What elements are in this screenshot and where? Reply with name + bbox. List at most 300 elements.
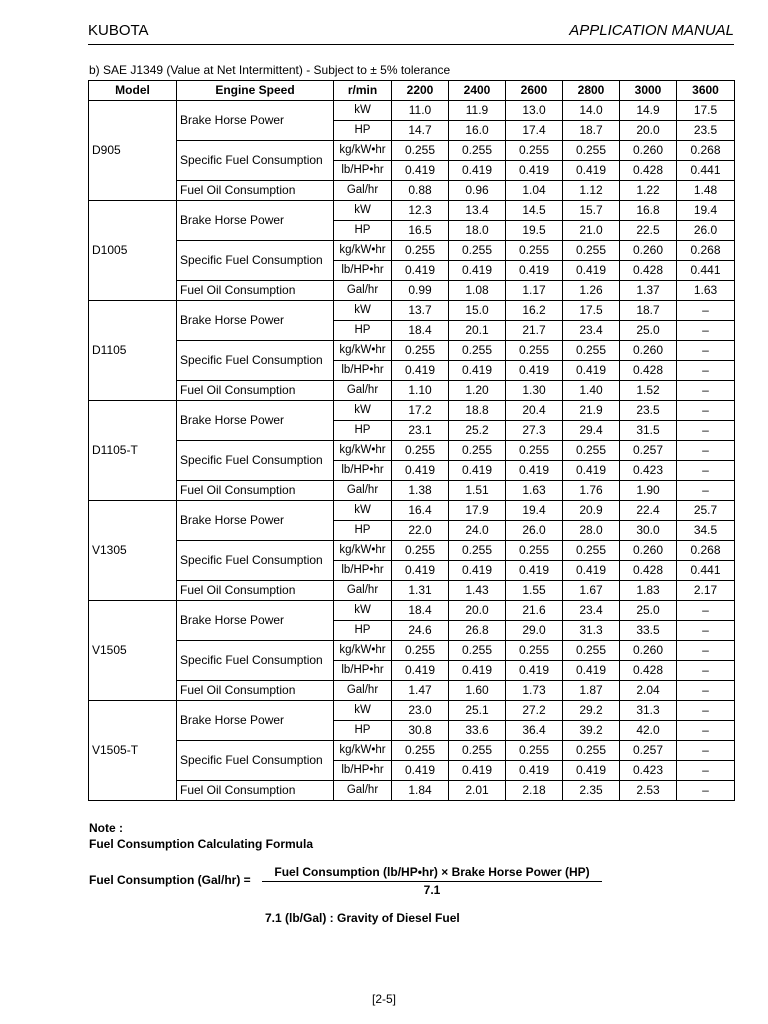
value-cell: 0.419 bbox=[392, 161, 449, 181]
unit-cell: HP bbox=[334, 621, 392, 641]
value-cell: 34.5 bbox=[677, 521, 735, 541]
table-row bbox=[89, 441, 735, 461]
table-row bbox=[89, 541, 735, 561]
parameter-label: Fuel Oil Consumption bbox=[177, 481, 334, 501]
value-cell: 0.419 bbox=[449, 261, 506, 281]
value-cell: 16.5 bbox=[392, 221, 449, 241]
unit-cell: Gal/hr bbox=[334, 181, 392, 201]
table-body bbox=[89, 101, 735, 801]
model-cell: V1505 bbox=[89, 601, 177, 701]
model-cell: D1005 bbox=[89, 201, 177, 301]
unit-cell: HP bbox=[334, 321, 392, 341]
table-row bbox=[89, 401, 735, 421]
formula-denominator: 7.1 bbox=[423, 883, 441, 897]
value-cell: 14.9 bbox=[620, 101, 677, 121]
value-cell: 24.0 bbox=[449, 521, 506, 541]
parameter-label: Specific Fuel Consumption bbox=[177, 241, 334, 281]
value-cell: 0.260 bbox=[620, 641, 677, 661]
value-cell: 0.419 bbox=[563, 761, 620, 781]
unit-cell: HP bbox=[334, 221, 392, 241]
parameter-label: Brake Horse Power bbox=[177, 401, 334, 441]
value-cell: 13.4 bbox=[449, 201, 506, 221]
value-cell: 0.255 bbox=[392, 741, 449, 761]
unit-cell: Gal/hr bbox=[334, 281, 392, 301]
value-cell: 0.441 bbox=[677, 561, 735, 581]
unit-cell: lb/HP•hr bbox=[334, 761, 392, 781]
parameter-label: Brake Horse Power bbox=[177, 501, 334, 541]
value-cell: 0.419 bbox=[563, 261, 620, 281]
value-cell: 0.268 bbox=[677, 241, 735, 261]
value-cell: 29.2 bbox=[563, 701, 620, 721]
value-cell: 16.0 bbox=[449, 121, 506, 141]
value-cell: 0.268 bbox=[677, 541, 735, 561]
value-cell: 20.0 bbox=[620, 121, 677, 141]
parameter-label: Specific Fuel Consumption bbox=[177, 341, 334, 381]
value-cell: 1.63 bbox=[677, 281, 735, 301]
value-cell: – bbox=[677, 341, 735, 361]
model-cell: D905 bbox=[89, 101, 177, 201]
header-cell-speed: 3000 bbox=[620, 81, 677, 101]
value-cell: 1.84 bbox=[392, 781, 449, 801]
value-cell: 1.55 bbox=[506, 581, 563, 601]
parameter-label: Specific Fuel Consumption bbox=[177, 541, 334, 581]
value-cell: 17.9 bbox=[449, 501, 506, 521]
value-cell: 0.419 bbox=[506, 561, 563, 581]
unit-cell: lb/HP•hr bbox=[334, 661, 392, 681]
value-cell: 31.3 bbox=[563, 621, 620, 641]
value-cell: 0.255 bbox=[563, 341, 620, 361]
value-cell: 21.9 bbox=[563, 401, 620, 421]
value-cell: 0.419 bbox=[392, 261, 449, 281]
value-cell: 1.60 bbox=[449, 681, 506, 701]
note-title: Fuel Consumption Calculating Formula bbox=[89, 837, 314, 851]
value-cell: 23.1 bbox=[392, 421, 449, 441]
value-cell: 24.6 bbox=[392, 621, 449, 641]
value-cell: 2.53 bbox=[620, 781, 677, 801]
value-cell: 25.1 bbox=[449, 701, 506, 721]
value-cell: 0.419 bbox=[506, 261, 563, 281]
table-row bbox=[89, 581, 735, 601]
value-cell: 1.52 bbox=[620, 381, 677, 401]
parameter-label: Fuel Oil Consumption bbox=[177, 281, 334, 301]
table-header-row bbox=[89, 81, 735, 101]
value-cell: 18.7 bbox=[620, 301, 677, 321]
table-row bbox=[89, 181, 735, 201]
value-cell: 0.419 bbox=[506, 361, 563, 381]
value-cell: 27.2 bbox=[506, 701, 563, 721]
value-cell: 17.5 bbox=[563, 301, 620, 321]
value-cell: 0.419 bbox=[392, 761, 449, 781]
unit-cell: Gal/hr bbox=[334, 381, 392, 401]
value-cell: 16.4 bbox=[392, 501, 449, 521]
table-row bbox=[89, 101, 735, 121]
value-cell: 31.3 bbox=[620, 701, 677, 721]
model-cell: V1305 bbox=[89, 501, 177, 601]
header-cell-speed: 2800 bbox=[563, 81, 620, 101]
formula-label: Fuel Consumption (Gal/hr) = bbox=[89, 873, 251, 887]
value-cell: 33.5 bbox=[620, 621, 677, 641]
parameter-label: Brake Horse Power bbox=[177, 301, 334, 341]
brand-name: KUBOTA bbox=[88, 22, 149, 39]
value-cell: 25.0 bbox=[620, 601, 677, 621]
value-cell: 0.260 bbox=[620, 541, 677, 561]
parameter-label: Fuel Oil Consumption bbox=[177, 781, 334, 801]
value-cell: – bbox=[677, 441, 735, 461]
value-cell: 20.0 bbox=[449, 601, 506, 621]
value-cell: 22.4 bbox=[620, 501, 677, 521]
value-cell: 16.8 bbox=[620, 201, 677, 221]
value-cell: 0.255 bbox=[506, 641, 563, 661]
value-cell: 0.419 bbox=[392, 661, 449, 681]
value-cell: 0.255 bbox=[506, 241, 563, 261]
value-cell: – bbox=[677, 401, 735, 421]
value-cell: 15.0 bbox=[449, 301, 506, 321]
value-cell: 1.22 bbox=[620, 181, 677, 201]
value-cell: 26.0 bbox=[677, 221, 735, 241]
value-cell: 0.255 bbox=[563, 441, 620, 461]
unit-cell: HP bbox=[334, 421, 392, 441]
value-cell: 0.255 bbox=[449, 241, 506, 261]
value-cell: – bbox=[677, 361, 735, 381]
value-cell: 0.255 bbox=[392, 341, 449, 361]
formula-fraction bbox=[262, 865, 602, 897]
value-cell: – bbox=[677, 721, 735, 741]
table-row bbox=[89, 481, 735, 501]
value-cell: 1.51 bbox=[449, 481, 506, 501]
unit-cell: kW bbox=[334, 101, 392, 121]
unit-cell: kW bbox=[334, 501, 392, 521]
value-cell: 0.419 bbox=[449, 161, 506, 181]
value-cell: 1.38 bbox=[392, 481, 449, 501]
value-cell: 13.0 bbox=[506, 101, 563, 121]
value-cell: – bbox=[677, 481, 735, 501]
value-cell: 0.419 bbox=[392, 561, 449, 581]
table-row bbox=[89, 141, 735, 161]
value-cell: 0.419 bbox=[563, 661, 620, 681]
value-cell: 18.8 bbox=[449, 401, 506, 421]
value-cell: – bbox=[677, 741, 735, 761]
header-cell-engine-speed: Engine Speed bbox=[177, 81, 334, 101]
unit-cell: lb/HP•hr bbox=[334, 561, 392, 581]
unit-cell: kg/kW•hr bbox=[334, 441, 392, 461]
formula-numerator: Fuel Consumption (lb/HP•hr) × Brake Horse Power (HP) bbox=[262, 865, 602, 882]
value-cell: 0.255 bbox=[449, 441, 506, 461]
value-cell: 21.6 bbox=[506, 601, 563, 621]
value-cell: 0.255 bbox=[392, 241, 449, 261]
value-cell: 0.96 bbox=[449, 181, 506, 201]
value-cell: 19.4 bbox=[677, 201, 735, 221]
value-cell: 1.67 bbox=[563, 581, 620, 601]
value-cell: 20.1 bbox=[449, 321, 506, 341]
value-cell: 29.4 bbox=[563, 421, 620, 441]
value-cell: 0.428 bbox=[620, 361, 677, 381]
value-cell: 0.419 bbox=[506, 661, 563, 681]
value-cell: – bbox=[677, 321, 735, 341]
value-cell: – bbox=[677, 421, 735, 441]
value-cell: 0.423 bbox=[620, 761, 677, 781]
value-cell: 27.3 bbox=[506, 421, 563, 441]
value-cell: – bbox=[677, 781, 735, 801]
value-cell: 0.255 bbox=[506, 441, 563, 461]
value-cell: 14.5 bbox=[506, 201, 563, 221]
table-row bbox=[89, 781, 735, 801]
value-cell: 0.255 bbox=[392, 541, 449, 561]
value-cell: 0.255 bbox=[506, 341, 563, 361]
performance-table bbox=[88, 80, 735, 801]
page-number: [2-5] bbox=[371, 992, 396, 1006]
value-cell: 1.31 bbox=[392, 581, 449, 601]
value-cell: 14.0 bbox=[563, 101, 620, 121]
unit-cell: kg/kW•hr bbox=[334, 541, 392, 561]
header-cell-speed: 2600 bbox=[506, 81, 563, 101]
gravity-note: 7.1 (lb/Gal) : Gravity of Diesel Fuel bbox=[265, 911, 460, 925]
value-cell: 0.419 bbox=[563, 161, 620, 181]
table-row bbox=[89, 301, 735, 321]
value-cell: 0.255 bbox=[449, 141, 506, 161]
value-cell: 0.99 bbox=[392, 281, 449, 301]
value-cell: 0.419 bbox=[506, 461, 563, 481]
value-cell: 18.4 bbox=[392, 601, 449, 621]
value-cell: 21.0 bbox=[563, 221, 620, 241]
value-cell: 25.2 bbox=[449, 421, 506, 441]
table-row bbox=[89, 741, 735, 761]
note-block bbox=[89, 820, 313, 852]
header-cell-model: Model bbox=[89, 81, 177, 101]
value-cell: 0.423 bbox=[620, 461, 677, 481]
value-cell: 39.2 bbox=[563, 721, 620, 741]
value-cell: 0.419 bbox=[449, 661, 506, 681]
value-cell: 0.255 bbox=[449, 741, 506, 761]
parameter-label: Brake Horse Power bbox=[177, 101, 334, 141]
value-cell: 31.5 bbox=[620, 421, 677, 441]
value-cell: 22.0 bbox=[392, 521, 449, 541]
value-cell: – bbox=[677, 301, 735, 321]
value-cell: 1.83 bbox=[620, 581, 677, 601]
value-cell: 0.441 bbox=[677, 161, 735, 181]
header-cell-speed: 2200 bbox=[392, 81, 449, 101]
unit-cell: kg/kW•hr bbox=[334, 141, 392, 161]
unit-cell: kg/kW•hr bbox=[334, 741, 392, 761]
value-cell: 18.7 bbox=[563, 121, 620, 141]
value-cell: 0.419 bbox=[506, 161, 563, 181]
header-cell-speed: 2400 bbox=[449, 81, 506, 101]
value-cell: 26.8 bbox=[449, 621, 506, 641]
table-row bbox=[89, 381, 735, 401]
value-cell: 1.48 bbox=[677, 181, 735, 201]
table-row bbox=[89, 241, 735, 261]
parameter-label: Specific Fuel Consumption bbox=[177, 741, 334, 781]
parameter-label: Fuel Oil Consumption bbox=[177, 681, 334, 701]
value-cell: 0.255 bbox=[392, 441, 449, 461]
value-cell: 23.4 bbox=[563, 601, 620, 621]
table-row bbox=[89, 701, 735, 721]
parameter-label: Specific Fuel Consumption bbox=[177, 641, 334, 681]
value-cell: 0.255 bbox=[392, 641, 449, 661]
value-cell: 42.0 bbox=[620, 721, 677, 741]
value-cell: 0.255 bbox=[506, 541, 563, 561]
value-cell: – bbox=[677, 661, 735, 681]
unit-cell: kW bbox=[334, 701, 392, 721]
value-cell: – bbox=[677, 601, 735, 621]
value-cell: 2.18 bbox=[506, 781, 563, 801]
value-cell: 28.0 bbox=[563, 521, 620, 541]
unit-cell: kg/kW•hr bbox=[334, 241, 392, 261]
value-cell: 1.20 bbox=[449, 381, 506, 401]
value-cell: 1.87 bbox=[563, 681, 620, 701]
value-cell: 1.90 bbox=[620, 481, 677, 501]
value-cell: 0.255 bbox=[563, 741, 620, 761]
unit-cell: lb/HP•hr bbox=[334, 261, 392, 281]
value-cell: 1.63 bbox=[506, 481, 563, 501]
table-row bbox=[89, 341, 735, 361]
value-cell: 1.26 bbox=[563, 281, 620, 301]
value-cell: 11.9 bbox=[449, 101, 506, 121]
value-cell: 23.4 bbox=[563, 321, 620, 341]
value-cell: 25.7 bbox=[677, 501, 735, 521]
value-cell: 0.419 bbox=[563, 361, 620, 381]
unit-cell: HP bbox=[334, 521, 392, 541]
model-cell: D1105 bbox=[89, 301, 177, 401]
value-cell: 1.43 bbox=[449, 581, 506, 601]
value-cell: 17.2 bbox=[392, 401, 449, 421]
value-cell: 13.7 bbox=[392, 301, 449, 321]
header-cell-rpm: r/min bbox=[334, 81, 392, 101]
unit-cell: lb/HP•hr bbox=[334, 161, 392, 181]
value-cell: 0.419 bbox=[449, 761, 506, 781]
value-cell: 1.10 bbox=[392, 381, 449, 401]
value-cell: 0.419 bbox=[449, 361, 506, 381]
value-cell: 0.88 bbox=[392, 181, 449, 201]
value-cell: 2.01 bbox=[449, 781, 506, 801]
value-cell: 0.268 bbox=[677, 141, 735, 161]
parameter-label: Fuel Oil Consumption bbox=[177, 181, 334, 201]
value-cell: 12.3 bbox=[392, 201, 449, 221]
value-cell: 0.260 bbox=[620, 341, 677, 361]
unit-cell: kW bbox=[334, 601, 392, 621]
value-cell: 0.255 bbox=[563, 541, 620, 561]
table-row bbox=[89, 681, 735, 701]
value-cell: 0.419 bbox=[506, 761, 563, 781]
value-cell: 0.419 bbox=[449, 561, 506, 581]
value-cell: 16.2 bbox=[506, 301, 563, 321]
value-cell: 17.4 bbox=[506, 121, 563, 141]
value-cell: 22.5 bbox=[620, 221, 677, 241]
parameter-label: Brake Horse Power bbox=[177, 201, 334, 241]
value-cell: 0.255 bbox=[506, 741, 563, 761]
value-cell: 30.8 bbox=[392, 721, 449, 741]
unit-cell: kW bbox=[334, 401, 392, 421]
note-heading: Note : bbox=[89, 821, 123, 835]
model-cell: V1505-T bbox=[89, 701, 177, 801]
parameter-label: Specific Fuel Consumption bbox=[177, 141, 334, 181]
page-header bbox=[88, 22, 734, 45]
value-cell: 0.428 bbox=[620, 561, 677, 581]
parameter-label: Specific Fuel Consumption bbox=[177, 441, 334, 481]
value-cell: 17.5 bbox=[677, 101, 735, 121]
unit-cell: Gal/hr bbox=[334, 581, 392, 601]
value-cell: 0.428 bbox=[620, 261, 677, 281]
value-cell: 23.5 bbox=[677, 121, 735, 141]
parameter-label: Brake Horse Power bbox=[177, 701, 334, 741]
value-cell: 0.255 bbox=[449, 541, 506, 561]
header-cell-speed: 3600 bbox=[677, 81, 735, 101]
value-cell: 1.04 bbox=[506, 181, 563, 201]
value-cell: 26.0 bbox=[506, 521, 563, 541]
value-cell: 18.4 bbox=[392, 321, 449, 341]
value-cell: 1.76 bbox=[563, 481, 620, 501]
table-row bbox=[89, 641, 735, 661]
value-cell: 11.0 bbox=[392, 101, 449, 121]
table-row bbox=[89, 201, 735, 221]
value-cell: 0.419 bbox=[449, 461, 506, 481]
value-cell: 1.08 bbox=[449, 281, 506, 301]
value-cell: 0.257 bbox=[620, 441, 677, 461]
model-cell: D1105-T bbox=[89, 401, 177, 501]
value-cell: 19.4 bbox=[506, 501, 563, 521]
value-cell: 18.0 bbox=[449, 221, 506, 241]
value-cell: 20.4 bbox=[506, 401, 563, 421]
value-cell: 0.419 bbox=[563, 461, 620, 481]
unit-cell: Gal/hr bbox=[334, 681, 392, 701]
value-cell: 30.0 bbox=[620, 521, 677, 541]
value-cell: 33.6 bbox=[449, 721, 506, 741]
value-cell: – bbox=[677, 701, 735, 721]
unit-cell: kg/kW•hr bbox=[334, 641, 392, 661]
value-cell: 19.5 bbox=[506, 221, 563, 241]
value-cell: 2.17 bbox=[677, 581, 735, 601]
parameter-label: Fuel Oil Consumption bbox=[177, 581, 334, 601]
value-cell: 0.255 bbox=[563, 241, 620, 261]
value-cell: 0.255 bbox=[563, 641, 620, 661]
value-cell: 23.0 bbox=[392, 701, 449, 721]
value-cell: 0.255 bbox=[449, 341, 506, 361]
unit-cell: Gal/hr bbox=[334, 781, 392, 801]
value-cell: 20.9 bbox=[563, 501, 620, 521]
value-cell: 1.47 bbox=[392, 681, 449, 701]
unit-cell: Gal/hr bbox=[334, 481, 392, 501]
table-row bbox=[89, 601, 735, 621]
value-cell: 0.260 bbox=[620, 141, 677, 161]
table-row bbox=[89, 501, 735, 521]
value-cell: 0.428 bbox=[620, 661, 677, 681]
value-cell: 0.441 bbox=[677, 261, 735, 281]
unit-cell: kg/kW•hr bbox=[334, 341, 392, 361]
value-cell: 0.255 bbox=[392, 141, 449, 161]
value-cell: 1.12 bbox=[563, 181, 620, 201]
unit-cell: kW bbox=[334, 201, 392, 221]
value-cell: 1.30 bbox=[506, 381, 563, 401]
value-cell: 1.73 bbox=[506, 681, 563, 701]
value-cell: 0.257 bbox=[620, 741, 677, 761]
value-cell: 0.255 bbox=[506, 141, 563, 161]
unit-cell: lb/HP•hr bbox=[334, 461, 392, 481]
value-cell: – bbox=[677, 641, 735, 661]
value-cell: 15.7 bbox=[563, 201, 620, 221]
unit-cell: HP bbox=[334, 721, 392, 741]
value-cell: 2.35 bbox=[563, 781, 620, 801]
value-cell: – bbox=[677, 681, 735, 701]
unit-cell: lb/HP•hr bbox=[334, 361, 392, 381]
value-cell: 2.04 bbox=[620, 681, 677, 701]
parameter-label: Fuel Oil Consumption bbox=[177, 381, 334, 401]
unit-cell: HP bbox=[334, 121, 392, 141]
value-cell: 23.5 bbox=[620, 401, 677, 421]
value-cell: – bbox=[677, 461, 735, 481]
parameter-label: Brake Horse Power bbox=[177, 601, 334, 641]
value-cell: – bbox=[677, 381, 735, 401]
value-cell: 0.260 bbox=[620, 241, 677, 261]
value-cell: – bbox=[677, 761, 735, 781]
